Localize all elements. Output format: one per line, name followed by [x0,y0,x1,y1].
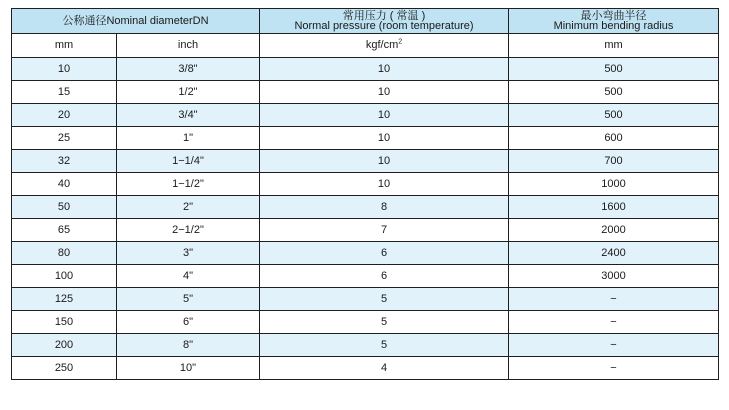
cell-radius: − [509,311,719,334]
cell-pressure: 8 [260,196,509,219]
cell-pressure: 10 [260,81,509,104]
nominal-diameter-header: 公称通径Nominal diameterDN [12,9,260,34]
cell-radius: 3000 [509,265,719,288]
cell-mm: 150 [12,311,117,334]
cell-inch: 5" [117,288,260,311]
table-row [12,127,719,150]
cell-radius: 1600 [509,196,719,219]
cell-pressure: 5 [260,311,509,334]
cell-radius: 2400 [509,242,719,265]
cell-inch: 3/4" [117,104,260,127]
cell-inch: 8" [117,334,260,357]
cell-radius: − [509,288,719,311]
cell-mm: 15 [12,81,117,104]
cell-radius: 700 [509,150,719,173]
table-row [12,104,719,127]
header-row [12,9,719,34]
cell-radius: − [509,357,719,380]
cell-inch: 1" [117,127,260,150]
table-body [12,58,719,380]
cell-pressure: 7 [260,219,509,242]
spec-sheet [11,8,718,380]
table-row [12,196,719,219]
unit-inch: inch [117,34,260,58]
bending-radius-header-en: Minimum bending radius [553,20,674,32]
cell-mm: 250 [12,357,117,380]
cell-pressure: 10 [260,173,509,196]
table-row [12,357,719,380]
cell-mm: 50 [12,196,117,219]
cell-radius: 500 [509,104,719,127]
normal-pressure-header-zh: 常用压力 ( 常温 ) [342,10,426,22]
bending-radius-header [509,9,719,34]
footer-text-fragment [16,404,156,410]
cell-inch: 2" [117,196,260,219]
cell-pressure: 10 [260,127,509,150]
cell-inch: 1−1/4" [117,150,260,173]
cell-mm: 100 [12,265,117,288]
cell-radius: 1000 [509,173,719,196]
unit-radius: mm [509,34,719,58]
cell-inch: 10" [117,357,260,380]
cell-mm: 25 [12,127,117,150]
cell-inch: 6" [117,311,260,334]
cell-pressure: 6 [260,265,509,288]
cell-radius: 500 [509,58,719,81]
table-row [12,265,719,288]
cell-pressure: 10 [260,150,509,173]
cell-mm: 20 [12,104,117,127]
cell-pressure: 10 [260,58,509,81]
normal-pressure-header-en: Normal pressure (room temperature) [294,20,474,32]
cell-mm: 32 [12,150,117,173]
cell-inch: 1−1/2" [117,173,260,196]
table-row [12,219,719,242]
cell-mm: 80 [12,242,117,265]
unit-pressure [260,34,509,58]
units-row [12,34,719,58]
cell-mm: 40 [12,173,117,196]
cell-inch: 3" [117,242,260,265]
cell-mm: 65 [12,219,117,242]
cell-mm: 125 [12,288,117,311]
hose-spec-table [11,8,719,380]
table-header [12,9,719,58]
bending-radius-header-zh: 最小弯曲半径 [580,10,647,22]
cell-inch: 1/2" [117,81,260,104]
cell-pressure: 10 [260,104,509,127]
cell-inch: 3/8" [117,58,260,81]
cell-radius: − [509,334,719,357]
cell-radius: 600 [509,127,719,150]
cell-radius: 500 [509,81,719,104]
table-row [12,173,719,196]
cell-pressure: 5 [260,288,509,311]
normal-pressure-header [260,9,509,34]
cell-mm: 200 [12,334,117,357]
table-row [12,58,719,81]
table-row [12,334,719,357]
table-row [12,242,719,265]
cell-inch: 2−1/2" [117,219,260,242]
table-row [12,150,719,173]
unit-pressure-exponent: 2 [398,38,403,46]
table-row [12,288,719,311]
cell-pressure: 4 [260,357,509,380]
cell-pressure: 6 [260,242,509,265]
cell-radius: 2000 [509,219,719,242]
cell-inch: 4" [117,265,260,288]
table-row [12,81,719,104]
table-row [12,311,719,334]
cell-pressure: 5 [260,334,509,357]
unit-pressure-base: kgf/cm [365,39,399,51]
cell-mm: 10 [12,58,117,81]
unit-mm: mm [12,34,117,58]
